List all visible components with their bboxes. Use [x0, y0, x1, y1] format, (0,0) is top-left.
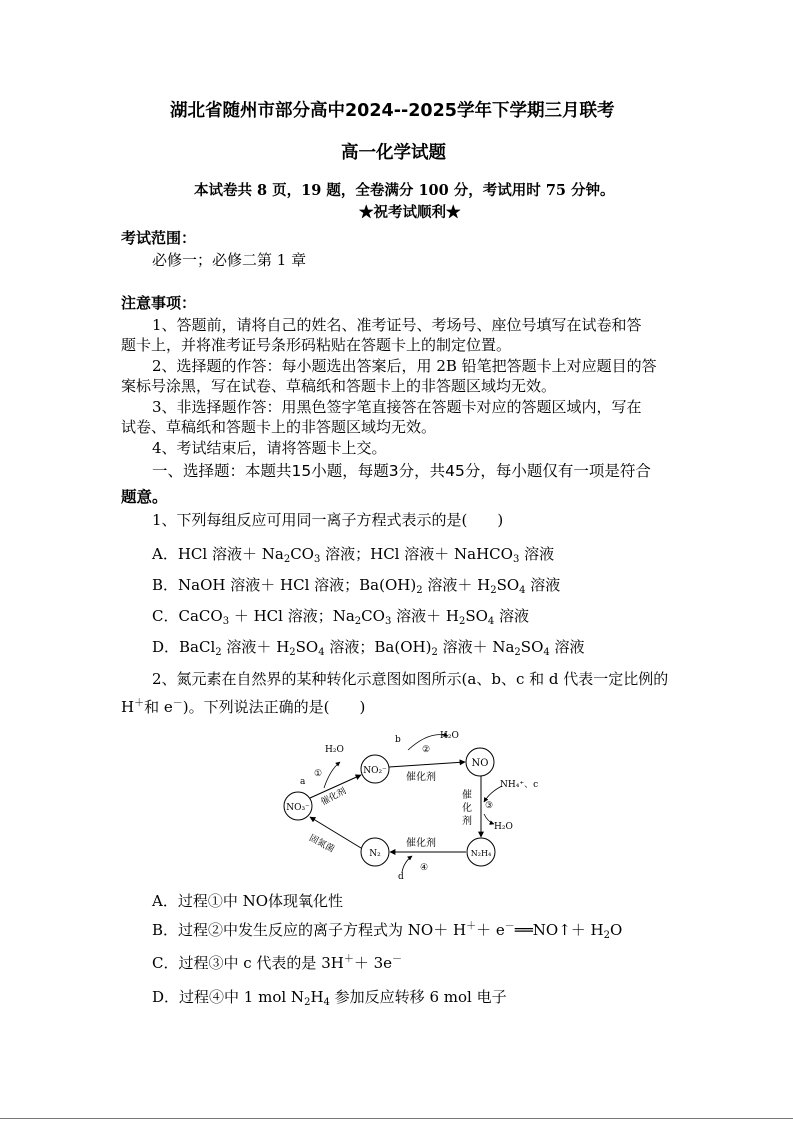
q2-option-a: A．过程①中 NO体现氧化性 — [152, 892, 344, 910]
note-2b: 案标号涂黑，写在试卷、草稿纸和答题卡上的非答题区域均无效。 — [121, 377, 557, 395]
node-n2 — [361, 838, 389, 866]
note-1a: 1、答题前，请将自己的姓名、准考证号、考场号、座位号填写在试卷和答 — [152, 316, 642, 334]
label-step4: ④ — [420, 863, 429, 873]
label-cat-12: 催化剂 — [319, 786, 349, 808]
label-b: b — [395, 735, 401, 745]
svg-text:NO₂⁻: NO₂⁻ — [363, 766, 387, 776]
section-heading-cont: 题意。 — [121, 488, 168, 506]
label-h2o-3: H₂O — [494, 822, 513, 832]
q1-option-b: B．NaOH 溶液＋ HCl 溶液；$Ba(OH)_2$ 溶液＋ $H_2SO_4$ 溶液 — [152, 576, 561, 596]
svg-text:NO₃⁻: NO₃⁻ — [286, 803, 310, 813]
note-4: 4、考试结束后，请将答题卡上交。 — [152, 439, 387, 457]
label-cat-v1: 催 — [462, 790, 472, 801]
exam-subtitle: 高一化学试题 — [341, 143, 446, 163]
note-3b: 试卷、草稿纸和答题卡上的非答题区域均无效。 — [121, 418, 437, 436]
exam-wish: ★祝考试顺利★ — [359, 204, 461, 221]
q2-option-c: C．过程③中 c 代表的是 3H＋＋ 3e－ — [152, 954, 403, 972]
svg-text:N₂H₄: N₂H₄ — [470, 849, 492, 858]
note-1b: 题卡上，并将准考证号条形码粘贴在答题卡上的制定位置。 — [121, 336, 512, 354]
curve-water-1 — [324, 762, 340, 788]
notes-label: 注意事项： — [121, 294, 197, 312]
arrow-step2 — [389, 762, 465, 767]
label-step1: ① — [314, 769, 323, 779]
label-bacteria: 固氮菌 — [307, 833, 336, 855]
scope-text: 必修一；必修二第 1 章 — [152, 251, 307, 269]
q1-option-c: C．CaCO$_3$ ＋ HCl 溶液；$Na_2CO_3$ 溶液＋ $H_2SO_4$ 溶液 — [152, 607, 530, 627]
svg-text:N₂: N₂ — [369, 849, 381, 859]
curve-d-in — [402, 856, 412, 872]
label-a: a — [300, 777, 306, 787]
section-heading: 一、选择题：本题共15小题，每题3分，共45分，每小题仅有一项是符合 — [152, 462, 651, 480]
q2-stem-a: 2、氮元素在自然界的某种转化示意图如图所示(a、b、c 和 d 代表一定比例的 — [152, 670, 669, 688]
q1-option-d: D．BaCl$_2$ 溶液＋ $H_2SO_4$ 溶液；$Ba(OH)_2$ 溶液＋ $Na_2SO_4$ 溶液 — [152, 638, 585, 658]
q1-option-a: A．HCl 溶液＋ $Na_2CO_3$ 溶液；HCl 溶液＋ NaHCO$_3$ 溶液 — [152, 545, 555, 565]
curve-water-3 — [484, 814, 494, 824]
node-n2h4 — [467, 838, 495, 866]
page-bottom-rule — [0, 1118, 793, 1119]
label-h2o-1: H₂O — [325, 745, 344, 755]
label-nh4c: NH₄⁺、c — [500, 780, 539, 790]
note-2a: 2、选择题的作答：每小题选出答案后，用 2B 铅笔把答题卡上对应题目的答 — [152, 357, 657, 375]
q2-stem-b: H＋和 e－)。下列说法正确的是( ) — [121, 698, 366, 716]
exam-info: 本试卷共 8 页，19 题，全卷满分 100 分，考试用时 75 分钟。 — [194, 182, 615, 199]
node-no3 — [284, 792, 312, 820]
exam-title: 湖北省随州市部分高中2024--2025学年下学期三月联考 — [170, 101, 615, 121]
label-cat-top: 催化剂 — [406, 772, 436, 783]
label-cat-v3: 剂 — [462, 816, 472, 827]
label-step2: ② — [422, 745, 431, 755]
label-step3: ③ — [485, 801, 494, 811]
node-no — [466, 748, 494, 776]
q2-option-d: D．过程④中 1 mol $N_2H_4$ 参加反应转移 6 mol 电子 — [152, 988, 507, 1008]
label-cat-bottom: 催化剂 — [406, 838, 436, 849]
node-no2 — [361, 755, 389, 783]
label-d: d — [398, 872, 404, 882]
svg-text:NO: NO — [471, 758, 489, 769]
scope-label: 考试范围： — [121, 229, 197, 247]
q2-option-b: B．过程②中发生反应的离子方程式为 NO＋ H＋＋ e－══NO↑＋ $H_2O$ — [152, 921, 623, 941]
label-h2o-2: H₂O — [440, 731, 459, 741]
nitrogen-cycle-diagram — [280, 722, 550, 882]
label-cat-v2: 化 — [462, 803, 472, 814]
note-3a: 3、非选择题作答：用黑色签字笔直接答在答题卡对应的答题区域内，写在 — [152, 398, 642, 416]
q1-stem: 1、下列每组反应可用同一离子方程式表示的是( ) — [152, 511, 504, 529]
